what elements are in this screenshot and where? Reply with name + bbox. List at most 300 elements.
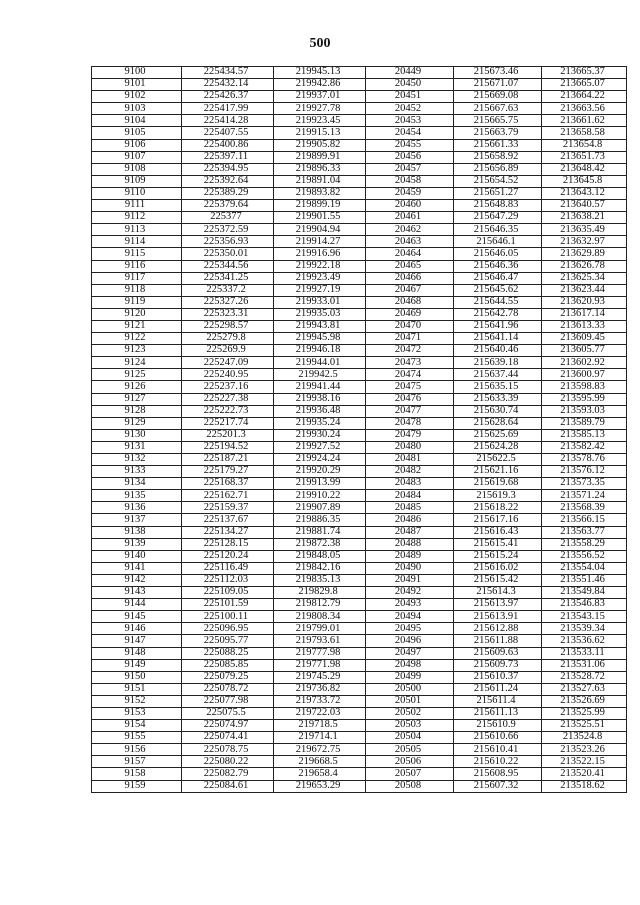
x-coordinate-left-cell: 225417.99 xyxy=(182,103,274,115)
point-number-right-cell: 20472 xyxy=(366,345,454,357)
point-number-left-cell: 9128 xyxy=(92,405,182,417)
x-coordinate-left-cell: 225088.25 xyxy=(182,647,274,659)
table-row xyxy=(92,441,627,453)
table-row xyxy=(92,67,627,79)
y-coordinate-left-cell: 219848.05 xyxy=(274,550,366,562)
y-coordinate-left-cell: 219722.03 xyxy=(274,707,366,719)
x-coordinate-right-cell: 215648.83 xyxy=(454,200,542,212)
x-coordinate-right-cell: 215611.4 xyxy=(454,695,542,707)
x-coordinate-right-cell: 215610.41 xyxy=(454,744,542,756)
y-coordinate-right-cell: 213595.99 xyxy=(542,393,627,405)
point-number-left-cell: 9145 xyxy=(92,611,182,623)
point-number-left-cell: 9113 xyxy=(92,224,182,236)
y-coordinate-right-cell: 213531.06 xyxy=(542,659,627,671)
point-number-right-cell: 20490 xyxy=(366,562,454,574)
point-number-left-cell: 9110 xyxy=(92,187,182,199)
point-number-left-cell: 9154 xyxy=(92,720,182,732)
x-coordinate-right-cell: 215616.02 xyxy=(454,562,542,574)
point-number-left-cell: 9147 xyxy=(92,635,182,647)
table-row xyxy=(92,224,627,236)
point-number-right-cell: 20463 xyxy=(366,236,454,248)
x-coordinate-left-cell: 225096.95 xyxy=(182,623,274,635)
x-coordinate-left-cell: 225247.09 xyxy=(182,357,274,369)
y-coordinate-right-cell: 213593.03 xyxy=(542,405,627,417)
point-number-right-cell: 20494 xyxy=(366,611,454,623)
x-coordinate-right-cell: 215646.35 xyxy=(454,224,542,236)
y-coordinate-left-cell: 219923.49 xyxy=(274,272,366,284)
point-number-left-cell: 9149 xyxy=(92,659,182,671)
y-coordinate-right-cell: 213665.07 xyxy=(542,79,627,91)
x-coordinate-left-cell: 225134.27 xyxy=(182,526,274,538)
point-number-left-cell: 9105 xyxy=(92,127,182,139)
x-coordinate-left-cell: 225137.67 xyxy=(182,514,274,526)
y-coordinate-left-cell: 219777.98 xyxy=(274,647,366,659)
y-coordinate-left-cell: 219658.4 xyxy=(274,768,366,780)
y-coordinate-left-cell: 219901.55 xyxy=(274,212,366,224)
y-coordinate-left-cell: 219930.24 xyxy=(274,429,366,441)
x-coordinate-right-cell: 215612.88 xyxy=(454,623,542,635)
table-row xyxy=(92,151,627,163)
x-coordinate-left-cell: 225162.71 xyxy=(182,490,274,502)
y-coordinate-left-cell: 219835.13 xyxy=(274,574,366,586)
point-number-left-cell: 9119 xyxy=(92,296,182,308)
table-row xyxy=(92,647,627,659)
y-coordinate-left-cell: 219946.18 xyxy=(274,345,366,357)
y-coordinate-right-cell: 213585.13 xyxy=(542,429,627,441)
x-coordinate-right-cell: 215628.64 xyxy=(454,417,542,429)
point-number-left-cell: 9136 xyxy=(92,502,182,514)
point-number-right-cell: 20495 xyxy=(366,623,454,635)
point-number-right-cell: 20460 xyxy=(366,200,454,212)
x-coordinate-left-cell: 225112.03 xyxy=(182,574,274,586)
point-number-left-cell: 9107 xyxy=(92,151,182,163)
x-coordinate-left-cell: 225095.77 xyxy=(182,635,274,647)
x-coordinate-left-cell: 225187.21 xyxy=(182,454,274,466)
x-coordinate-left-cell: 225414.28 xyxy=(182,115,274,127)
point-number-left-cell: 9111 xyxy=(92,200,182,212)
y-coordinate-right-cell: 213663.56 xyxy=(542,103,627,115)
point-number-right-cell: 20452 xyxy=(366,103,454,115)
table-row xyxy=(92,587,627,599)
y-coordinate-right-cell: 213651.73 xyxy=(542,151,627,163)
x-coordinate-right-cell: 215615.42 xyxy=(454,574,542,586)
table-row xyxy=(92,260,627,272)
x-coordinate-right-cell: 215646.1 xyxy=(454,236,542,248)
x-coordinate-right-cell: 215618.22 xyxy=(454,502,542,514)
point-number-right-cell: 20459 xyxy=(366,187,454,199)
point-number-right-cell: 20451 xyxy=(366,91,454,103)
y-coordinate-left-cell: 219938.16 xyxy=(274,393,366,405)
x-coordinate-right-cell: 215611.13 xyxy=(454,707,542,719)
x-coordinate-right-cell: 215641.14 xyxy=(454,333,542,345)
point-number-right-cell: 20487 xyxy=(366,526,454,538)
x-coordinate-right-cell: 215633.39 xyxy=(454,393,542,405)
point-number-right-cell: 20502 xyxy=(366,707,454,719)
x-coordinate-right-cell: 215651.27 xyxy=(454,187,542,199)
y-coordinate-left-cell: 219905.82 xyxy=(274,139,366,151)
y-coordinate-left-cell: 219924.24 xyxy=(274,454,366,466)
y-coordinate-left-cell: 219808.34 xyxy=(274,611,366,623)
point-number-right-cell: 20449 xyxy=(366,67,454,79)
y-coordinate-right-cell: 213598.83 xyxy=(542,381,627,393)
table-row xyxy=(92,502,627,514)
coordinates-table-body xyxy=(92,67,627,793)
y-coordinate-right-cell: 213613.33 xyxy=(542,320,627,332)
point-number-right-cell: 20501 xyxy=(366,695,454,707)
x-coordinate-left-cell: 225075.5 xyxy=(182,707,274,719)
point-number-left-cell: 9152 xyxy=(92,695,182,707)
y-coordinate-left-cell: 219899.19 xyxy=(274,200,366,212)
table-row xyxy=(92,490,627,502)
x-coordinate-left-cell: 225392.64 xyxy=(182,175,274,187)
y-coordinate-left-cell: 219927.78 xyxy=(274,103,366,115)
x-coordinate-left-cell: 225279.8 xyxy=(182,333,274,345)
y-coordinate-right-cell: 213609.45 xyxy=(542,333,627,345)
x-coordinate-left-cell: 225074.41 xyxy=(182,732,274,744)
x-coordinate-right-cell: 215610.66 xyxy=(454,732,542,744)
point-number-left-cell: 9153 xyxy=(92,707,182,719)
point-number-left-cell: 9141 xyxy=(92,562,182,574)
table-row xyxy=(92,635,627,647)
y-coordinate-left-cell: 219907.89 xyxy=(274,502,366,514)
point-number-right-cell: 20498 xyxy=(366,659,454,671)
point-number-right-cell: 20467 xyxy=(366,284,454,296)
x-coordinate-right-cell: 215642.78 xyxy=(454,308,542,320)
y-coordinate-right-cell: 213546.83 xyxy=(542,599,627,611)
table-row xyxy=(92,320,627,332)
y-coordinate-right-cell: 213563.77 xyxy=(542,526,627,538)
table-row xyxy=(92,115,627,127)
y-coordinate-left-cell: 219945.98 xyxy=(274,333,366,345)
x-coordinate-left-cell: 225085.85 xyxy=(182,659,274,671)
table-row xyxy=(92,187,627,199)
point-number-right-cell: 20503 xyxy=(366,720,454,732)
y-coordinate-right-cell: 213525.51 xyxy=(542,720,627,732)
point-number-left-cell: 9101 xyxy=(92,79,182,91)
table-row xyxy=(92,744,627,756)
y-coordinate-left-cell: 219933.01 xyxy=(274,296,366,308)
x-coordinate-left-cell: 225227.38 xyxy=(182,393,274,405)
x-coordinate-left-cell: 225298.57 xyxy=(182,320,274,332)
x-coordinate-right-cell: 215609.63 xyxy=(454,647,542,659)
y-coordinate-left-cell: 219718.5 xyxy=(274,720,366,732)
x-coordinate-right-cell: 215611.24 xyxy=(454,683,542,695)
table-row xyxy=(92,369,627,381)
y-coordinate-right-cell: 213539.34 xyxy=(542,623,627,635)
y-coordinate-right-cell: 213665.37 xyxy=(542,67,627,79)
table-row xyxy=(92,333,627,345)
table-row xyxy=(92,599,627,611)
table-row xyxy=(92,357,627,369)
y-coordinate-right-cell: 213638.21 xyxy=(542,212,627,224)
point-number-right-cell: 20499 xyxy=(366,671,454,683)
table-row xyxy=(92,393,627,405)
point-number-right-cell: 20462 xyxy=(366,224,454,236)
x-coordinate-left-cell: 225337.2 xyxy=(182,284,274,296)
y-coordinate-right-cell: 213658.58 xyxy=(542,127,627,139)
point-number-right-cell: 20486 xyxy=(366,514,454,526)
y-coordinate-right-cell: 213623.44 xyxy=(542,284,627,296)
x-coordinate-left-cell: 225222.73 xyxy=(182,405,274,417)
point-number-left-cell: 9156 xyxy=(92,744,182,756)
y-coordinate-right-cell: 213600.97 xyxy=(542,369,627,381)
point-number-left-cell: 9159 xyxy=(92,780,182,792)
x-coordinate-left-cell: 225159.37 xyxy=(182,502,274,514)
x-coordinate-right-cell: 215610.22 xyxy=(454,756,542,768)
point-number-left-cell: 9125 xyxy=(92,369,182,381)
y-coordinate-left-cell: 219927.52 xyxy=(274,441,366,453)
y-coordinate-left-cell: 219672.75 xyxy=(274,744,366,756)
y-coordinate-right-cell: 213620.93 xyxy=(542,296,627,308)
table-row xyxy=(92,466,627,478)
point-number-right-cell: 20455 xyxy=(366,139,454,151)
x-coordinate-left-cell: 225400.86 xyxy=(182,139,274,151)
y-coordinate-right-cell: 213629.89 xyxy=(542,248,627,260)
x-coordinate-right-cell: 215647.29 xyxy=(454,212,542,224)
point-number-right-cell: 20480 xyxy=(366,441,454,453)
point-number-right-cell: 20481 xyxy=(366,454,454,466)
table-row xyxy=(92,272,627,284)
y-coordinate-right-cell: 213551.46 xyxy=(542,574,627,586)
point-number-right-cell: 20507 xyxy=(366,768,454,780)
table-row xyxy=(92,200,627,212)
y-coordinate-right-cell: 213654.8 xyxy=(542,139,627,151)
point-number-right-cell: 20500 xyxy=(366,683,454,695)
x-coordinate-left-cell: 225323.31 xyxy=(182,308,274,320)
y-coordinate-left-cell: 219653.29 xyxy=(274,780,366,792)
y-coordinate-left-cell: 219733.72 xyxy=(274,695,366,707)
y-coordinate-left-cell: 219935.03 xyxy=(274,308,366,320)
table-row xyxy=(92,732,627,744)
y-coordinate-right-cell: 213558.29 xyxy=(542,538,627,550)
x-coordinate-right-cell: 215639.18 xyxy=(454,357,542,369)
point-number-right-cell: 20492 xyxy=(366,587,454,599)
y-coordinate-right-cell: 213571.24 xyxy=(542,490,627,502)
point-number-right-cell: 20506 xyxy=(366,756,454,768)
y-coordinate-left-cell: 219904.94 xyxy=(274,224,366,236)
point-number-right-cell: 20456 xyxy=(366,151,454,163)
point-number-right-cell: 20473 xyxy=(366,357,454,369)
x-coordinate-right-cell: 215673.46 xyxy=(454,67,542,79)
point-number-left-cell: 9151 xyxy=(92,683,182,695)
table-row xyxy=(92,611,627,623)
table-row xyxy=(92,248,627,260)
x-coordinate-right-cell: 215663.79 xyxy=(454,127,542,139)
y-coordinate-left-cell: 219745.29 xyxy=(274,671,366,683)
y-coordinate-right-cell: 213543.15 xyxy=(542,611,627,623)
x-coordinate-right-cell: 215611.88 xyxy=(454,635,542,647)
table-row xyxy=(92,514,627,526)
point-number-right-cell: 20458 xyxy=(366,175,454,187)
table-row xyxy=(92,103,627,115)
x-coordinate-right-cell: 215669.08 xyxy=(454,91,542,103)
x-coordinate-left-cell: 225077.98 xyxy=(182,695,274,707)
y-coordinate-left-cell: 219937.01 xyxy=(274,91,366,103)
point-number-right-cell: 20471 xyxy=(366,333,454,345)
x-coordinate-right-cell: 215667.63 xyxy=(454,103,542,115)
y-coordinate-right-cell: 213525.99 xyxy=(542,707,627,719)
y-coordinate-right-cell: 213518.62 xyxy=(542,780,627,792)
x-coordinate-left-cell: 225100.11 xyxy=(182,611,274,623)
point-number-left-cell: 9144 xyxy=(92,599,182,611)
x-coordinate-right-cell: 215654.52 xyxy=(454,175,542,187)
point-number-right-cell: 20461 xyxy=(366,212,454,224)
table-row xyxy=(92,79,627,91)
y-coordinate-right-cell: 213524.8 xyxy=(542,732,627,744)
y-coordinate-left-cell: 219936.48 xyxy=(274,405,366,417)
point-number-right-cell: 20477 xyxy=(366,405,454,417)
x-coordinate-left-cell: 225168.37 xyxy=(182,478,274,490)
point-number-left-cell: 9123 xyxy=(92,345,182,357)
x-coordinate-right-cell: 215607.32 xyxy=(454,780,542,792)
x-coordinate-right-cell: 215625.69 xyxy=(454,429,542,441)
x-coordinate-left-cell: 225120.24 xyxy=(182,550,274,562)
y-coordinate-left-cell: 219923.45 xyxy=(274,115,366,127)
y-coordinate-left-cell: 219914.27 xyxy=(274,236,366,248)
y-coordinate-left-cell: 219913.99 xyxy=(274,478,366,490)
x-coordinate-left-cell: 225079.25 xyxy=(182,671,274,683)
x-coordinate-left-cell: 225377 xyxy=(182,212,274,224)
point-number-left-cell: 9157 xyxy=(92,756,182,768)
point-number-left-cell: 9134 xyxy=(92,478,182,490)
y-coordinate-left-cell: 219842.16 xyxy=(274,562,366,574)
y-coordinate-left-cell: 219944.01 xyxy=(274,357,366,369)
table-row xyxy=(92,695,627,707)
x-coordinate-left-cell: 225269.9 xyxy=(182,345,274,357)
point-number-right-cell: 20476 xyxy=(366,393,454,405)
point-number-right-cell: 20474 xyxy=(366,369,454,381)
point-number-left-cell: 9139 xyxy=(92,538,182,550)
y-coordinate-left-cell: 219872.38 xyxy=(274,538,366,550)
x-coordinate-left-cell: 225078.72 xyxy=(182,683,274,695)
table-row xyxy=(92,756,627,768)
point-number-right-cell: 20505 xyxy=(366,744,454,756)
point-number-left-cell: 9130 xyxy=(92,429,182,441)
point-number-left-cell: 9109 xyxy=(92,175,182,187)
y-coordinate-left-cell: 219891.04 xyxy=(274,175,366,187)
x-coordinate-right-cell: 215661.33 xyxy=(454,139,542,151)
point-number-right-cell: 20450 xyxy=(366,79,454,91)
y-coordinate-right-cell: 213573.35 xyxy=(542,478,627,490)
table-row xyxy=(92,308,627,320)
x-coordinate-right-cell: 215613.97 xyxy=(454,599,542,611)
point-number-right-cell: 20491 xyxy=(366,574,454,586)
page-number: 500 xyxy=(309,36,331,51)
x-coordinate-right-cell: 215619.3 xyxy=(454,490,542,502)
y-coordinate-right-cell: 213602.92 xyxy=(542,357,627,369)
y-coordinate-right-cell: 213533.11 xyxy=(542,647,627,659)
point-number-left-cell: 9137 xyxy=(92,514,182,526)
y-coordinate-left-cell: 219935.24 xyxy=(274,417,366,429)
y-coordinate-left-cell: 219922.18 xyxy=(274,260,366,272)
y-coordinate-right-cell: 213617.14 xyxy=(542,308,627,320)
table-row xyxy=(92,236,627,248)
x-coordinate-left-cell: 225397.11 xyxy=(182,151,274,163)
y-coordinate-left-cell: 219736.82 xyxy=(274,683,366,695)
y-coordinate-left-cell: 219945.13 xyxy=(274,67,366,79)
x-coordinate-left-cell: 225432.14 xyxy=(182,79,274,91)
point-number-left-cell: 9115 xyxy=(92,248,182,260)
y-coordinate-right-cell: 213549.84 xyxy=(542,587,627,599)
point-number-left-cell: 9126 xyxy=(92,381,182,393)
point-number-left-cell: 9133 xyxy=(92,466,182,478)
x-coordinate-right-cell: 215646.05 xyxy=(454,248,542,260)
x-coordinate-right-cell: 215646.36 xyxy=(454,260,542,272)
x-coordinate-left-cell: 225201.3 xyxy=(182,429,274,441)
table-row xyxy=(92,345,627,357)
y-coordinate-left-cell: 219886.35 xyxy=(274,514,366,526)
y-coordinate-right-cell: 213576.12 xyxy=(542,466,627,478)
y-coordinate-left-cell: 219899.91 xyxy=(274,151,366,163)
x-coordinate-right-cell: 215665.75 xyxy=(454,115,542,127)
y-coordinate-left-cell: 219771.98 xyxy=(274,659,366,671)
table-row xyxy=(92,526,627,538)
y-coordinate-right-cell: 213536.62 xyxy=(542,635,627,647)
y-coordinate-left-cell: 219915.13 xyxy=(274,127,366,139)
y-coordinate-right-cell: 213526.69 xyxy=(542,695,627,707)
y-coordinate-right-cell: 213625.34 xyxy=(542,272,627,284)
x-coordinate-right-cell: 215615.41 xyxy=(454,538,542,550)
x-coordinate-right-cell: 215621.16 xyxy=(454,466,542,478)
y-coordinate-right-cell: 213556.52 xyxy=(542,550,627,562)
x-coordinate-left-cell: 225389.29 xyxy=(182,187,274,199)
y-coordinate-left-cell: 219941.44 xyxy=(274,381,366,393)
y-coordinate-right-cell: 213566.15 xyxy=(542,514,627,526)
x-coordinate-right-cell: 215608.95 xyxy=(454,768,542,780)
point-number-left-cell: 9120 xyxy=(92,308,182,320)
point-number-left-cell: 9122 xyxy=(92,333,182,345)
coordinates-table xyxy=(91,66,627,793)
x-coordinate-left-cell: 225080.22 xyxy=(182,756,274,768)
x-coordinate-right-cell: 215658.92 xyxy=(454,151,542,163)
x-coordinate-left-cell: 225101.59 xyxy=(182,599,274,611)
y-coordinate-left-cell: 219916.96 xyxy=(274,248,366,260)
point-number-right-cell: 20475 xyxy=(366,381,454,393)
point-number-right-cell: 20453 xyxy=(366,115,454,127)
table-row xyxy=(92,550,627,562)
x-coordinate-right-cell: 215610.37 xyxy=(454,671,542,683)
y-coordinate-right-cell: 213578.76 xyxy=(542,454,627,466)
table-row xyxy=(92,175,627,187)
point-number-right-cell: 20493 xyxy=(366,599,454,611)
y-coordinate-right-cell: 213582.42 xyxy=(542,441,627,453)
y-coordinate-right-cell: 213626.78 xyxy=(542,260,627,272)
point-number-right-cell: 20508 xyxy=(366,780,454,792)
point-number-right-cell: 20504 xyxy=(366,732,454,744)
point-number-left-cell: 9148 xyxy=(92,647,182,659)
table-row xyxy=(92,91,627,103)
table-row xyxy=(92,683,627,695)
x-coordinate-left-cell: 225217.74 xyxy=(182,417,274,429)
table-row xyxy=(92,212,627,224)
point-number-left-cell: 9132 xyxy=(92,454,182,466)
x-coordinate-right-cell: 215619.68 xyxy=(454,478,542,490)
point-number-left-cell: 9142 xyxy=(92,574,182,586)
point-number-right-cell: 20478 xyxy=(366,417,454,429)
x-coordinate-right-cell: 215614.3 xyxy=(454,587,542,599)
x-coordinate-left-cell: 225179.27 xyxy=(182,466,274,478)
table-row xyxy=(92,780,627,792)
table-row xyxy=(92,574,627,586)
table-row xyxy=(92,429,627,441)
table-row xyxy=(92,163,627,175)
point-number-right-cell: 20485 xyxy=(366,502,454,514)
point-number-left-cell: 9116 xyxy=(92,260,182,272)
point-number-left-cell: 9117 xyxy=(92,272,182,284)
y-coordinate-right-cell: 213605.77 xyxy=(542,345,627,357)
y-coordinate-right-cell: 213568.39 xyxy=(542,502,627,514)
x-coordinate-right-cell: 215630.74 xyxy=(454,405,542,417)
